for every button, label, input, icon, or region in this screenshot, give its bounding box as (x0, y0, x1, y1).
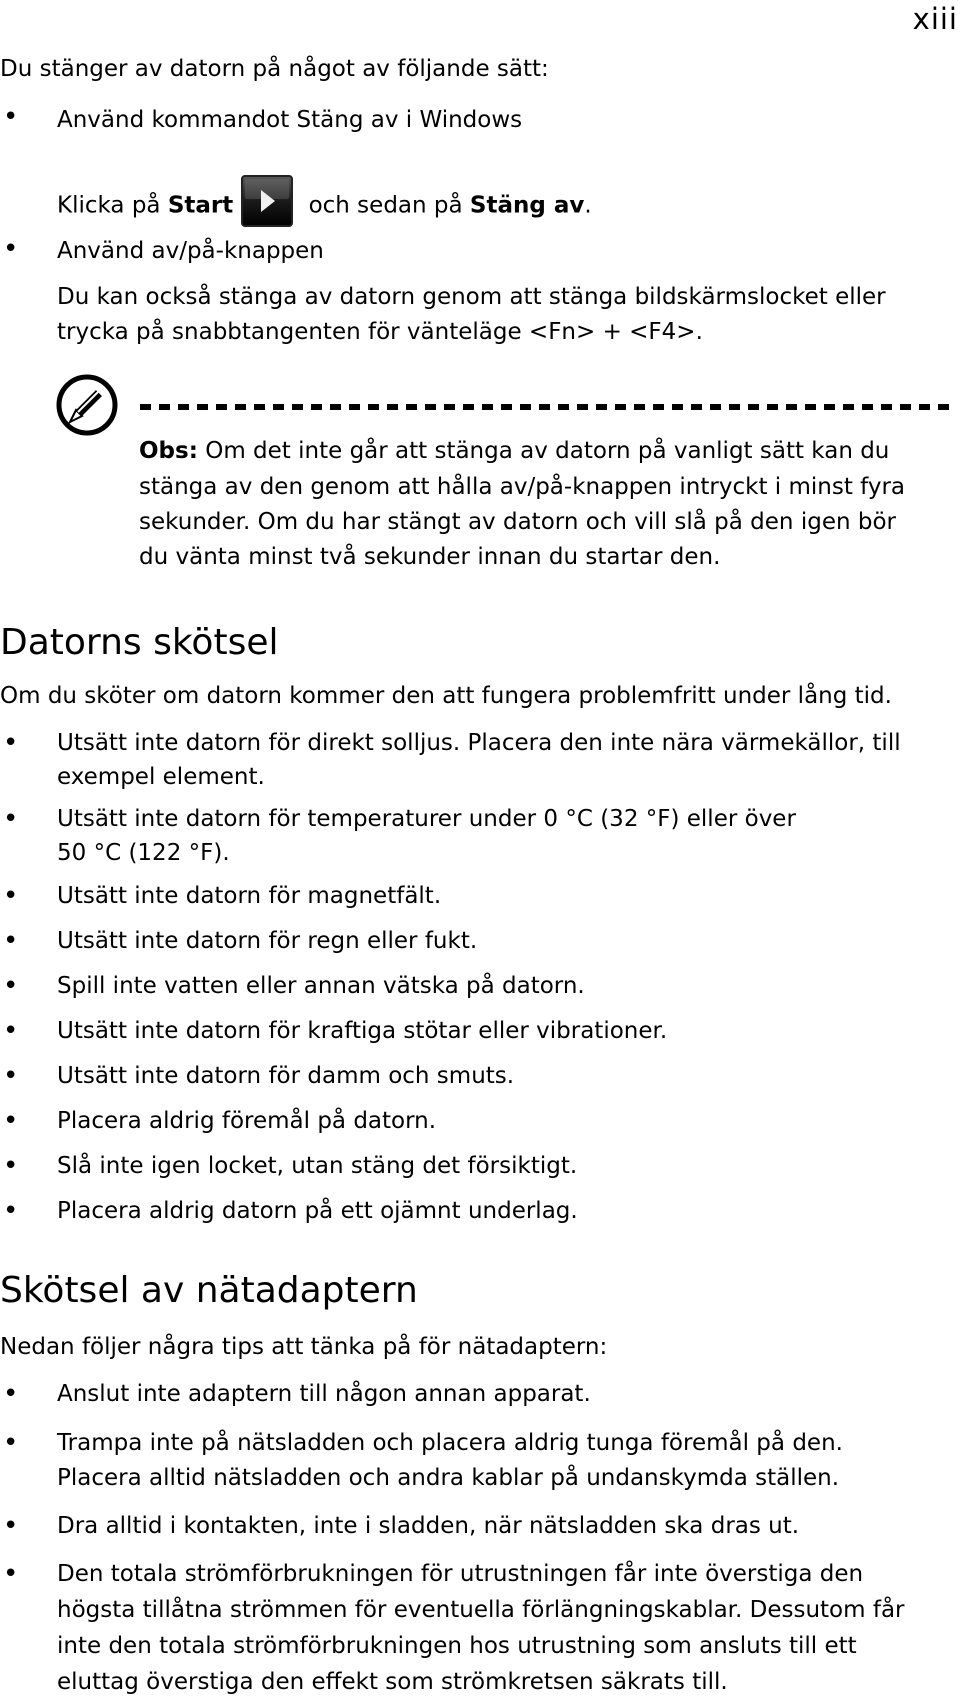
bullet-marker: • (3, 1151, 19, 1181)
hotkey-label: <Fn> + <F4> (528, 319, 696, 345)
care-item: Spill inte vatten eller annan vätska på datorn. (57, 973, 585, 999)
bullet-marker: • (3, 1196, 19, 1226)
adapter-item: Dra alltid i kontakten, inte i sladden, när nätsladden ska dras ut. (57, 1513, 800, 1539)
bullet-marker: • (3, 881, 19, 911)
care-item-continuation: 50 °C (122 °F). (57, 840, 230, 866)
shutdown-method-1-instruction: Klicka på Start och sedan på Stäng av. (57, 180, 592, 232)
care-heading: Datorns skötsel (0, 622, 279, 663)
adapter-item-continuation: Placera alltid nätsladden och andra kablar på undanskymda ställen. (57, 1465, 840, 1491)
bullet-marker: • (3, 234, 19, 264)
windows-start-arrow-icon (241, 175, 293, 227)
note-line-3: sekunder. Om du har stängt av datorn och vill slå på den igen bör (139, 509, 896, 535)
care-item: Placera aldrig föremål på datorn. (57, 1108, 437, 1134)
shutdown-method-1-title: Använd kommandot Stäng av i Windows (57, 107, 523, 133)
note-line-2: stänga av den genom att hålla av/på-knappen intryckt i minst fyra (139, 474, 906, 500)
start-label: Start (167, 192, 234, 219)
adapter-item-continuation: högsta tillåtna strömmen för eventuella förlängningskablar. Dessutom får (57, 1597, 905, 1623)
care-item: Utsätt inte datorn för direkt solljus. Placera den inte nära värmekällor, till (57, 730, 901, 756)
care-item-continuation: exempel element. (57, 764, 265, 790)
bullet-marker: • (3, 728, 19, 758)
note-pencil-icon (56, 374, 118, 436)
shutdown-intro: Du stänger av datorn på något av följande sätt: (0, 56, 549, 82)
bullet-marker: • (3, 102, 19, 132)
care-intro: Om du sköter om datorn kommer den att fungera problemfritt under lång tid. (0, 683, 892, 709)
care-item: Placera aldrig datorn på ett ojämnt underlag. (57, 1198, 578, 1224)
shutdown-method-2-title: Använd av/på-knappen (57, 238, 324, 264)
bullet-marker: • (3, 1106, 19, 1136)
adapter-item-continuation: eluttag överstiga den effekt som strömkretsen säkrats till. (57, 1669, 728, 1695)
adapter-heading: Skötsel av nätadaptern (0, 1270, 418, 1311)
page-number: xiii (912, 2, 958, 36)
bullet-marker: • (3, 1511, 19, 1541)
bullet-marker: • (3, 926, 19, 956)
bullet-marker: • (3, 971, 19, 1001)
care-item: Utsätt inte datorn för magnetfält. (57, 883, 442, 909)
adapter-item: Anslut inte adaptern till någon annan apparat. (57, 1381, 591, 1407)
bullet-marker: • (3, 1061, 19, 1091)
bullet-marker: • (3, 1016, 19, 1046)
stang-av-label: Stäng av (469, 192, 585, 219)
bullet-marker: • (3, 1428, 19, 1458)
adapter-item-continuation: inte den totala strömförbrukningen hos utrustning som ansluts till ett (57, 1633, 857, 1659)
care-item: Utsätt inte datorn för damm och smuts. (57, 1063, 515, 1089)
note-label: Obs: (139, 438, 198, 464)
care-item: Utsätt inte datorn för regn eller fukt. (57, 928, 478, 954)
shutdown-method-2-line-2: trycka på snabbtangenten för vänteläge <Fn> + <F4>. (57, 319, 703, 345)
care-item: Utsätt inte datorn för kraftiga stötar eller vibrationer. (57, 1018, 668, 1044)
note-line-1: Obs: Om det inte går att stänga av datorn på vanligt sätt kan du (139, 438, 890, 464)
shutdown-method-2-line-1: Du kan också stänga av datorn genom att stänga bildskärmslocket eller (57, 284, 886, 310)
bullet-marker: • (3, 1379, 19, 1409)
bullet-marker: • (3, 804, 19, 834)
care-item: Utsätt inte datorn för temperaturer under 0 °C (32 °F) eller över (57, 806, 796, 832)
care-item: Slå inte igen locket, utan stäng det försiktigt. (57, 1153, 578, 1179)
note-dashed-divider (140, 404, 950, 410)
adapter-item: Trampa inte på nätsladden och placera aldrig tunga föremål på den. (57, 1430, 843, 1456)
note-line-4: du vänta minst två sekunder innan du startar den. (139, 544, 721, 570)
adapter-intro: Nedan följer några tips att tänka på för nätadaptern: (0, 1334, 608, 1360)
adapter-item: Den totala strömförbrukningen för utrustningen får inte överstiga den (57, 1561, 864, 1587)
bullet-marker: • (3, 1559, 19, 1589)
